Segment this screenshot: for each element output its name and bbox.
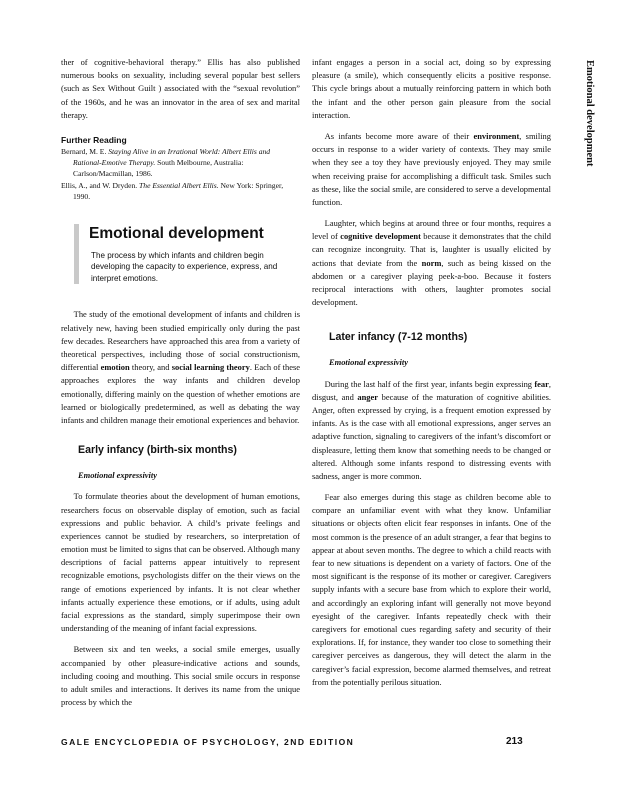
cross-reference-link[interactable]: anger: [357, 391, 379, 402]
cross-reference-link[interactable]: emotion: [100, 362, 130, 373]
entry-marker-bar: [74, 224, 79, 284]
running-head: Emotional development: [584, 60, 595, 167]
cross-reference-link[interactable]: cognitive development: [340, 231, 421, 242]
footer-publication: GALE ENCYCLOPEDIA OF PSYCHOLOGY, 2ND EDITION: [61, 737, 355, 747]
social-smile-paragraph: Between six and ten weeks, a social smile emerges, usually accompanied by other pleasure-indicative actions and sounds, including cooing and mouthing. This social smile occurs in response to adult smiles and interactions. It derives its name from the unique process by which the: [61, 644, 300, 708]
formulate-paragraph: To formulate theories about the development of human emotions, researchers focus on observable display of emotion, such as facial expressions and public behavior. A child’s private feelings and experiences cannot be studied by researchers, so interpretation of emotion must be limited to signs that can be observed. Although many descriptions of facial patterns appear intuitively to represent recognizable emotions, psychologists differ on the their views on the range of emotions experienced by infants. It is not clear whether infants actually experience these emotions, or if adults, using adult facial expressions as the standard, simply superimpose their own understanding of the meaning of infant facial expressions.: [61, 491, 300, 634]
page-number: 213: [506, 736, 523, 747]
entry-definition: The process by which infants and children begin developing the capacity to experience, express, and interpret emotions.: [91, 250, 278, 283]
entry-header: [61, 224, 300, 285]
subsection-heading: Emotional expressivity: [329, 357, 408, 368]
right-column: [312, 56, 551, 689]
reference-item: Bernard, M. E. Staying Alive in an Irrational World: Albert Ellis and Rational-Emotive Therapy. South Melbourne, Australia: Carlson/Macmillan, 1986.: [61, 146, 271, 179]
laughter-paragraph: Laughter, which begins at around three or four months, requires a level of cognitive development because it demonstrates that the child can recognize incongruity. That is, laughter is usually elicited by actions that deviate from the norm, such as being kissed on the abdomen or a caregiver playing peek-a-boo. Because it fosters reciprocal interactions with others, laughter promotes social development.: [312, 218, 551, 308]
intro-paragraph: ther of cognitive-behavioral therapy.” Ellis has also published numerous books on sexuality, including several popular best sellers (such as Sex Without Guilt ) associated with the “sexual revolution” of the 1960s, and he was an innovator in the area of sex and marital therapy.: [61, 57, 300, 120]
fear-paragraph: Fear also emerges during this stage as children become able to compare an unfamiliar event with what they know. Unfamiliar situations or objects often elicit fear responses in infants. One of the most common is the presence of an adult stranger, a fear that begins to appear at about seven months. The degree to which a child reacts with fear to new situations is dependent on a variety of factors. One of the most significant is the response of its mother or caregiver. Caregivers supply infants with a secure base from which to explore their world, and accordingly an exploring infant will generally not move beyond eyesight of the caregiver. Infants repeatedly check with their caregivers for emotional cues regarding safety and security of their explorations. If, for instance, they wander too close to something their caregiver perceives as dangerous, they will detect the alarm in the caregiver’s facial expression, become alarmed themselves, and retreat from the potentially perilous situation.: [312, 492, 551, 687]
section-heading-early-infancy: Early infancy (birth-six months): [78, 444, 237, 457]
subsection-heading: Emotional expressivity: [78, 470, 157, 481]
cross-reference-link[interactable]: social learning theory: [171, 362, 250, 373]
later-infancy-paragraph: During the last half of the first year, infants begin expressing fear, disgust, and anger because of the maturation of cognitive abilities. Anger, often expressed by crying, is a frequent emotion expressed by infants. As is the case with all emotional expressions, anger serves an adaptive function, signaling to caregivers of the infant’s discomfort or displeasure, letting them know that something needs to be changed or altered. Although some infants respond to distressing events with sadness, anger is more common.: [312, 378, 551, 481]
further-reading-heading: Further Reading: [61, 134, 127, 145]
cross-reference-link[interactable]: fear: [534, 378, 549, 389]
entry-title: Emotional development: [89, 224, 264, 242]
reference-item: Ellis, A., and W. Dryden. The Essential Albert Ellis. New York: Springer, 1990.: [61, 180, 284, 201]
infant-paragraph: infant engages a person in a social act, doing so by expressing pleasure (a smile), which consequently elicits a positive response. This cycle brings about a mutually reinforcing pattern in which both the infant and the other person gain pleasure from the social interaction.: [312, 57, 551, 120]
section-heading-later-infancy: Later infancy (7-12 months): [329, 331, 468, 344]
cross-reference-link[interactable]: environment: [473, 130, 520, 141]
study-paragraph: The study of the emotional development of infants and children is relatively new, having been studied empirically only during the past few decades. Researchers have approached this area from a variety of theoretical perspectives, including those of social constructionism, differential emotion theory, and social learning theory. Each of these approaches explores the way infants and children develop emotionally, differing mainly on the question of whether emotions are learned or biologically predetermined, as well as debating the way infants and children manage their emotional experiences and behavior.: [61, 309, 300, 425]
left-column: [61, 56, 300, 709]
cross-reference-link[interactable]: norm: [421, 257, 442, 268]
environment-paragraph: As infants become more aware of their environment, smiling occurs in response to a wider variety of contexts. They may smile when they see a toy they have previously enjoyed. They may smile when receiving praise for accomplishing a difficult task. Smiles such as these, like the social smile, are considered to serve a developmental function.: [312, 130, 551, 207]
